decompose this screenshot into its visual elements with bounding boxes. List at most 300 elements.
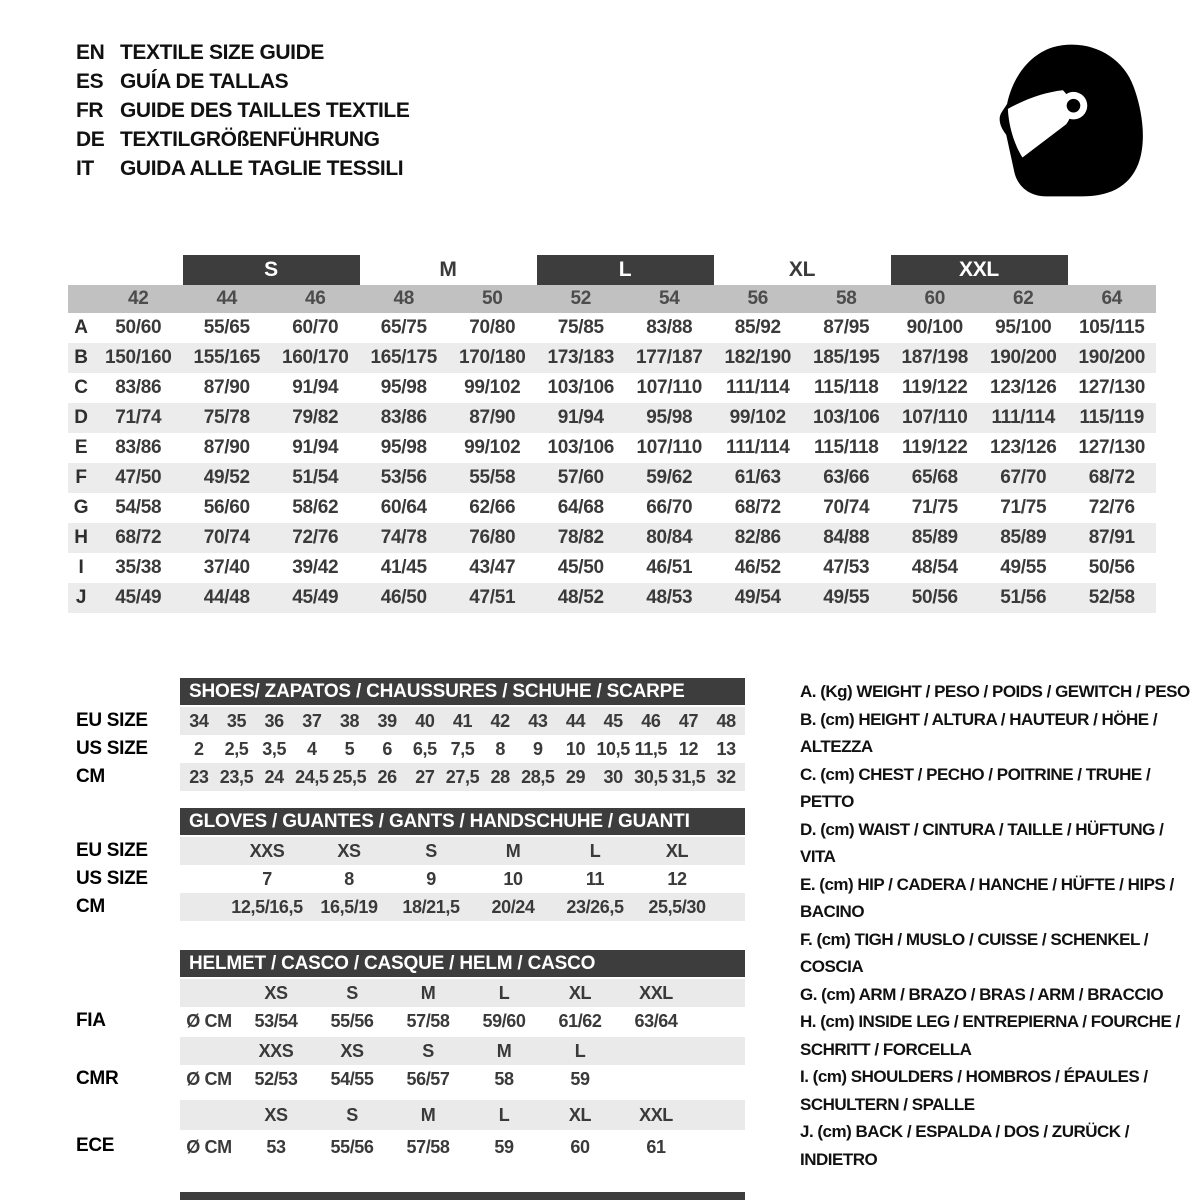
glove-size-row (180, 893, 745, 921)
shoe-size-cell: 25,5 (332, 767, 367, 787)
glove-size-cell: 18/21,5 (402, 897, 460, 917)
measurement-cell: 173/183 (547, 347, 615, 368)
shoe-size-cell: 43 (528, 711, 548, 731)
size-group-row (68, 255, 1156, 285)
language-row (76, 67, 409, 96)
helmet-size-label: XXL (639, 1105, 673, 1125)
measurement-cell: 47/51 (469, 587, 516, 608)
helmet-diameter-cell: 54/55 (330, 1069, 374, 1089)
measurement-cell: 95/98 (380, 377, 427, 398)
shoe-size-cell: 24,5 (295, 767, 329, 787)
measurement-cell: 103/106 (547, 377, 615, 398)
legend-item: E. (cm) HIP / CADERA / HANCHE / HÜFTE / HIPS / BACINO (800, 874, 1174, 921)
size-number: 60 (924, 288, 946, 309)
measurement-cell: 60/64 (380, 497, 427, 518)
measurement-cell: 127/130 (1078, 377, 1146, 398)
helmet-diameter-cell: 56/57 (406, 1069, 450, 1089)
spacer (180, 1100, 238, 1130)
glove-size-side-label: CM (76, 896, 105, 917)
measurement-cell: 170/180 (458, 347, 526, 368)
measurement-cell: 187/198 (901, 347, 969, 368)
shoe-size-cell: 5 (344, 739, 355, 759)
glove-size-cell: M (505, 841, 521, 861)
language-code: IT (76, 157, 94, 180)
helmet-value-row (180, 1065, 745, 1093)
helmet-size-label: M (420, 983, 436, 1003)
shoe-size-cell: 42 (490, 711, 510, 731)
measurement-cell: 47/50 (115, 467, 162, 488)
measurement-cell: 165/175 (370, 347, 438, 368)
language-code: ES (76, 70, 104, 93)
measurement-cell: 119/122 (901, 437, 968, 458)
shoe-size-cell: 10 (565, 739, 586, 759)
language-row (76, 96, 409, 125)
measurement-cell: 111/114 (991, 407, 1055, 428)
helmet-standard-label: FIA (76, 1010, 106, 1031)
shoe-size-cell: 3,5 (262, 739, 287, 759)
measurement-cell: 85/89 (1000, 527, 1047, 548)
measurement-cell: 61/63 (734, 467, 781, 488)
shoe-size-cell: 8 (495, 739, 505, 759)
row-letter: D (74, 407, 88, 428)
size-number: 64 (1101, 288, 1123, 309)
measurement-cell: 35/38 (115, 557, 162, 578)
measurement-cell: 87/90 (203, 437, 250, 458)
shoe-size-cell: 23,5 (219, 767, 254, 787)
size-group-label: S (183, 255, 360, 285)
glove-size-cell: 16,5/19 (320, 897, 378, 917)
diameter-unit-label: Ø CM (186, 1069, 232, 1089)
shoe-size-cell: 45 (603, 711, 623, 731)
glove-size-cell: 9 (426, 869, 436, 889)
measurement-cell: 49/52 (203, 467, 250, 488)
shoe-size-cell: 23 (189, 767, 209, 787)
helmet-size-label: XS (264, 983, 288, 1003)
shoe-size-cell: 10,5 (596, 739, 630, 759)
helmet-size-label: XL (568, 1105, 592, 1125)
language-row (76, 38, 409, 67)
row-letter: E (74, 437, 88, 458)
measurement-row (68, 343, 1156, 373)
helmet-standard-label: CMR (76, 1068, 119, 1089)
measurement-cell: 84/88 (823, 527, 870, 548)
measurement-cell: 67/70 (1000, 467, 1047, 488)
shoe-size-cell: 2,5 (224, 739, 249, 759)
measurement-cell: 45/50 (557, 557, 604, 578)
measurement-row (68, 493, 1156, 523)
measurement-cell: 78/82 (557, 527, 604, 548)
helmet-size-label: XS (264, 1105, 288, 1125)
helmet-section-header: HELMET / CASCO / CASQUE / HELM / CASCO (180, 950, 745, 977)
measurement-cell: 51/54 (292, 467, 339, 488)
helmet-diameter-cell: 59 (570, 1069, 590, 1089)
row-letter: C (74, 377, 88, 398)
helmet-diameter-cell: 61/62 (558, 1011, 602, 1031)
measurement-cell: 71/74 (115, 407, 162, 428)
measurement-cell: 46/51 (646, 557, 693, 578)
measurement-cell: 50/60 (115, 317, 162, 338)
shoe-size-cell: 44 (565, 711, 586, 731)
helmet-size-label: M (420, 1105, 436, 1125)
measurement-cell: 53/56 (380, 467, 427, 488)
measurement-cell: 56/60 (203, 497, 250, 518)
glove-size-cell: 12,5/16,5 (231, 897, 303, 917)
measurement-cell: 160/170 (281, 347, 349, 368)
shoe-size-cell: 6 (382, 739, 392, 759)
helmet-diameter-cell: 52/53 (254, 1069, 298, 1089)
size-number: 42 (127, 288, 149, 309)
helmet-diameter-cell: 55/56 (330, 1011, 374, 1031)
helmet-diameter-cell: 53/54 (254, 1011, 298, 1031)
glove-size-cell: 8 (344, 869, 354, 889)
size-number: 58 (835, 288, 857, 309)
legend-item: A. (Kg) WEIGHT / PESO / POIDS / GEWITCH / PESO (800, 682, 1190, 701)
shoe-size-cell: 40 (415, 711, 435, 731)
language-code: DE (76, 128, 105, 151)
measurement-cell: 87/90 (469, 407, 516, 428)
measurement-cell: 62/66 (469, 497, 516, 518)
measurement-row (68, 403, 1156, 433)
measurement-cell: 49/55 (1000, 557, 1047, 578)
row-letter: H (74, 527, 88, 548)
shoe-size-cell: 4 (307, 739, 317, 759)
measurement-cell: 91/94 (292, 377, 339, 398)
glove-size-side-label: EU SIZE (76, 840, 148, 861)
measurement-cell: 75/78 (203, 407, 250, 428)
glove-size-cell: XL (665, 841, 689, 861)
helmet-size-label: S (346, 1105, 358, 1125)
size-number-row (68, 285, 1156, 313)
shoe-size-cell: 9 (533, 739, 543, 759)
shoe-size-row (180, 707, 745, 735)
measurement-cell: 70/74 (823, 497, 870, 518)
shoe-size-cell: 30 (603, 767, 623, 787)
language-title: GUIDE DES TAILLES TEXTILE (120, 99, 410, 122)
helmet-value-row (180, 1132, 745, 1162)
measurement-cell: 43/47 (469, 557, 516, 578)
glove-size-cell: 7 (262, 869, 272, 889)
glove-size-cell: L (589, 841, 601, 861)
language-title: TEXTILE SIZE GUIDE (120, 41, 324, 64)
racing-helmet-icon (983, 36, 1151, 198)
row-letter: G (73, 497, 89, 518)
measurement-cell: 70/74 (203, 527, 250, 548)
language-row (76, 125, 409, 154)
measurement-cell: 66/70 (646, 497, 693, 518)
shoe-size-cell: 24 (264, 767, 284, 787)
helmet-size-row (180, 979, 745, 1007)
measurement-cell: 95/98 (380, 437, 427, 458)
measurement-cell: 74/78 (380, 527, 427, 548)
shoe-size-cell: 7,5 (450, 739, 475, 759)
measurement-cell: 55/65 (203, 317, 250, 338)
row-letter: A (74, 317, 88, 338)
helmet-size-label: XXS (258, 1041, 294, 1061)
legend-item: C. (cm) CHEST / PECHO / POITRINE / TRUHE / PETTO (800, 764, 1151, 811)
measurement-cell: 60/70 (292, 317, 339, 338)
helmet-size-label: L (498, 1105, 510, 1125)
measurement-cell: 63/66 (823, 467, 870, 488)
legend-item: D. (cm) WAIST / CINTURA / TAILLE / HÜFTUNG / VITA (800, 819, 1164, 866)
measurement-cell: 155/165 (193, 347, 261, 368)
shoe-size-cell: 32 (716, 767, 736, 787)
measurement-cell: 123/126 (989, 437, 1057, 458)
helmet-size-row (180, 1100, 745, 1130)
shoe-size-cell: 30,5 (634, 767, 668, 787)
measurement-cell: 83/86 (380, 407, 427, 428)
size-group-label: L (537, 255, 714, 285)
measurement-cell: 91/94 (292, 437, 339, 458)
shoe-size-cell: 26 (377, 767, 397, 787)
size-group-label: XL (788, 258, 816, 281)
measurement-cell: 65/75 (380, 317, 427, 338)
measurement-cell: 83/86 (115, 437, 162, 458)
shoe-size-cell: 13 (716, 739, 736, 759)
helmet-standard-label: ECE (76, 1135, 115, 1156)
measurement-cell: 177/187 (635, 347, 703, 368)
measurement-cell: 50/56 (911, 587, 958, 608)
measurement-cell: 59/62 (646, 467, 693, 488)
measurement-row (68, 463, 1156, 493)
measurement-cell: 51/56 (1000, 587, 1047, 608)
shoe-size-cell: 35 (226, 711, 247, 731)
glove-size-cell: 23/26,5 (566, 897, 624, 917)
measurement-cell: 58/62 (292, 497, 339, 518)
shoe-size-row (180, 735, 745, 763)
glove-size-cell: 12 (667, 869, 687, 889)
shoe-size-cell: 28 (490, 767, 510, 787)
glove-size-cell: S (425, 841, 437, 861)
measurement-cell: 37/40 (203, 557, 250, 578)
measurement-cell: 48/53 (646, 587, 693, 608)
measurement-cell: 39/42 (292, 557, 339, 578)
helmet-diameter-cell: 59/60 (482, 1011, 526, 1031)
measurement-cell: 65/68 (911, 467, 958, 488)
shoe-size-cell: 31,5 (671, 767, 706, 787)
measurement-cell: 80/84 (646, 527, 693, 548)
helmet-size-label (618, 1037, 694, 1065)
helmet-diameter-cell: 58 (494, 1069, 514, 1089)
measurement-row (68, 433, 1156, 463)
shoe-size-cell: 29 (565, 767, 586, 787)
language-code: FR (76, 99, 104, 122)
measurement-row (68, 553, 1156, 583)
helmet-size-label: S (346, 983, 358, 1003)
measurement-cell: 68/72 (1088, 467, 1135, 488)
shoe-size-cell: 37 (302, 711, 322, 731)
main-size-table (68, 255, 1156, 613)
helmet-size-label: L (574, 1041, 586, 1061)
diameter-unit-label: Ø CM (186, 1011, 232, 1031)
measurement-cell: 54/58 (115, 497, 162, 518)
shoe-size-cell: 48 (716, 711, 736, 731)
helmet-size-row (180, 1037, 745, 1065)
helmet-size-label: S (422, 1041, 434, 1061)
glove-size-cell: 11 (585, 869, 605, 889)
gloves-section-header: GLOVES / GUANTES / GANTS / HANDSCHUHE / GUANTI (180, 808, 745, 835)
measurement-cell: 87/95 (823, 317, 870, 338)
measurement-cell: 85/92 (734, 317, 781, 338)
measurement-cell: 107/110 (636, 377, 703, 398)
legend-item: H. (cm) INSIDE LEG / ENTREPIERNA / FOURCHE / SCHRITT / FORCELLA (800, 1012, 1180, 1059)
measurement-legend (800, 678, 1200, 1173)
helmet-diameter-cell: 61 (646, 1137, 666, 1157)
measurement-cell: 87/91 (1088, 527, 1135, 548)
spacer (68, 285, 94, 313)
shoe-size-cell: 2 (194, 739, 204, 759)
shoe-size-side-label: US SIZE (76, 738, 148, 759)
helmet-diameter-cell: 63/64 (634, 1011, 678, 1031)
legend-item: J. (cm) BACK / ESPALDA / DOS / ZURÜCK / INDIETRO (800, 1122, 1130, 1169)
measurement-cell: 70/80 (469, 317, 516, 338)
measurement-cell: 119/122 (901, 377, 968, 398)
measurement-cell: 123/126 (989, 377, 1057, 398)
measurement-cell: 95/100 (995, 317, 1052, 338)
size-number: 50 (481, 288, 503, 309)
helmet-diameter-cell: 59 (494, 1137, 514, 1157)
measurement-row (68, 523, 1156, 553)
measurement-cell: 49/54 (734, 587, 781, 608)
measurement-cell: 75/85 (557, 317, 604, 338)
measurement-cell: 64/68 (557, 497, 604, 518)
measurement-cell: 46/50 (380, 587, 427, 608)
glove-size-cell: 20/24 (491, 897, 535, 917)
measurement-cell: 95/98 (646, 407, 693, 428)
shoe-size-cell: 27 (415, 767, 435, 787)
helmet-size-label: L (498, 983, 510, 1003)
shoe-size-cell: 11,5 (634, 739, 668, 759)
measurement-cell: 190/200 (989, 347, 1057, 368)
measurement-cell: 72/76 (292, 527, 339, 548)
measurement-cell: 87/90 (203, 377, 250, 398)
measurement-cell: 99/102 (464, 437, 521, 458)
helmet-diameter-cell: 57/58 (406, 1011, 450, 1031)
measurement-cell: 82/86 (734, 527, 781, 548)
measurement-cell: 111/114 (726, 437, 790, 458)
spacer (180, 979, 238, 1007)
language-title: GUIDA ALLE TAGLIE TESSILI (120, 157, 404, 180)
language-title: TEXTILGRÖßENFÜHRUNG (120, 128, 380, 151)
shoe-size-cell: 47 (678, 711, 699, 731)
measurement-row (68, 583, 1156, 613)
glove-size-cell: 10 (503, 869, 523, 889)
helmet-diameter-cell: 60 (570, 1137, 590, 1157)
helmet-diameter-cell: 53 (266, 1137, 286, 1157)
measurement-cell: 55/58 (469, 467, 516, 488)
measurement-cell: 44/48 (203, 587, 250, 608)
measurement-cell: 85/89 (911, 527, 958, 548)
shoe-size-row (180, 763, 745, 791)
language-row (76, 154, 409, 183)
legend-item: F. (cm) TIGH / MUSLO / CUISSE / SCHENKEL / COSCIA (800, 929, 1149, 976)
racing-helmet-graphic (983, 36, 1151, 198)
size-group-label: XXL (891, 255, 1068, 285)
measurement-cell: 76/80 (469, 527, 516, 548)
measurement-cell: 99/102 (464, 377, 521, 398)
measurement-cell: 83/86 (115, 377, 162, 398)
measurement-cell: 185/195 (812, 347, 880, 368)
spacer (180, 1037, 238, 1065)
helmet-size-label: M (496, 1041, 512, 1061)
helmet-size-label: XS (340, 1041, 364, 1061)
shoe-size-cell: 39 (377, 711, 397, 731)
size-number: 52 (570, 288, 592, 309)
measurement-cell: 41/45 (380, 557, 427, 578)
language-code: EN (76, 41, 105, 64)
measurement-cell: 48/52 (557, 587, 604, 608)
measurement-cell: 150/160 (104, 347, 172, 368)
measurement-cell: 103/106 (547, 437, 615, 458)
shoe-size-cell: 12 (678, 739, 699, 759)
size-group-label: M (439, 258, 457, 281)
measurement-cell: 115/118 (814, 377, 879, 398)
row-letter: B (74, 347, 88, 368)
shoe-size-cell: 36 (264, 711, 284, 731)
glove-size-row (180, 837, 745, 865)
size-number: 54 (658, 288, 680, 309)
measurement-cell: 57/60 (557, 467, 604, 488)
language-title: GUÍA DE TALLAS (120, 70, 289, 93)
shoe-size-cell: 27,5 (445, 767, 480, 787)
measurement-cell: 52/58 (1088, 587, 1135, 608)
shoes-section-header: SHOES/ ZAPATOS / CHAUSSURES / SCHUHE / SCARPE (180, 678, 745, 705)
measurement-cell: 68/72 (115, 527, 162, 548)
measurement-cell: 49/55 (823, 587, 870, 608)
shoe-size-cell: 38 (339, 711, 360, 731)
shoe-size-cell: 6,5 (412, 739, 437, 759)
shoe-size-cell: 46 (641, 711, 661, 731)
measurement-cell: 71/75 (911, 497, 958, 518)
measurement-cell: 71/75 (1000, 497, 1047, 518)
glove-size-row (180, 865, 745, 893)
measurement-cell: 72/76 (1088, 497, 1135, 518)
helmet-diameter-cell (618, 1065, 694, 1093)
legend-item: I. (cm) SHOULDERS / HOMBROS / ÉPAULES / SCHULTERN / SPALLE (800, 1067, 1148, 1114)
helmet-diameter-cell: 57/58 (406, 1137, 450, 1157)
measurement-cell: 83/88 (646, 317, 693, 338)
size-number: 44 (216, 288, 238, 309)
helmet-size-label: XXL (639, 983, 673, 1003)
measurement-cell: 47/53 (823, 557, 870, 578)
legend-item: G. (cm) ARM / BRAZO / BRAS / ARM / BRACCIO (800, 984, 1164, 1004)
measurement-cell: 107/110 (636, 437, 703, 458)
legend-item: B. (cm) HEIGHT / ALTURA / HAUTEUR / HÖHE / ALTEZZA (800, 709, 1158, 756)
helmet-value-row (180, 1007, 745, 1035)
measurement-cell: 50/56 (1088, 557, 1135, 578)
measurement-cell: 190/200 (1078, 347, 1146, 368)
diameter-unit-label: Ø CM (186, 1137, 232, 1157)
shoe-size-cell: 41 (452, 711, 473, 731)
cropped-section-bar (180, 1192, 745, 1200)
glove-size-side-label: US SIZE (76, 868, 148, 889)
measurement-cell: 99/102 (729, 407, 786, 428)
measurement-cell: 45/49 (292, 587, 339, 608)
shoe-size-cell: 28,5 (521, 767, 555, 787)
size-number: 56 (747, 288, 769, 309)
row-letter: F (75, 467, 87, 488)
glove-size-cell: 25,5/30 (648, 897, 706, 917)
row-letter: J (75, 587, 87, 608)
measurement-cell: 107/110 (901, 407, 968, 428)
measurement-cell: 48/54 (911, 557, 958, 578)
size-number: 48 (393, 288, 415, 309)
measurement-cell: 182/190 (724, 347, 792, 368)
measurement-cell: 115/119 (1079, 407, 1144, 428)
measurement-cell: 90/100 (906, 317, 963, 338)
glove-size-cell: XS (337, 841, 361, 861)
measurement-cell: 79/82 (292, 407, 339, 428)
helmet-size-label: XL (568, 983, 592, 1003)
